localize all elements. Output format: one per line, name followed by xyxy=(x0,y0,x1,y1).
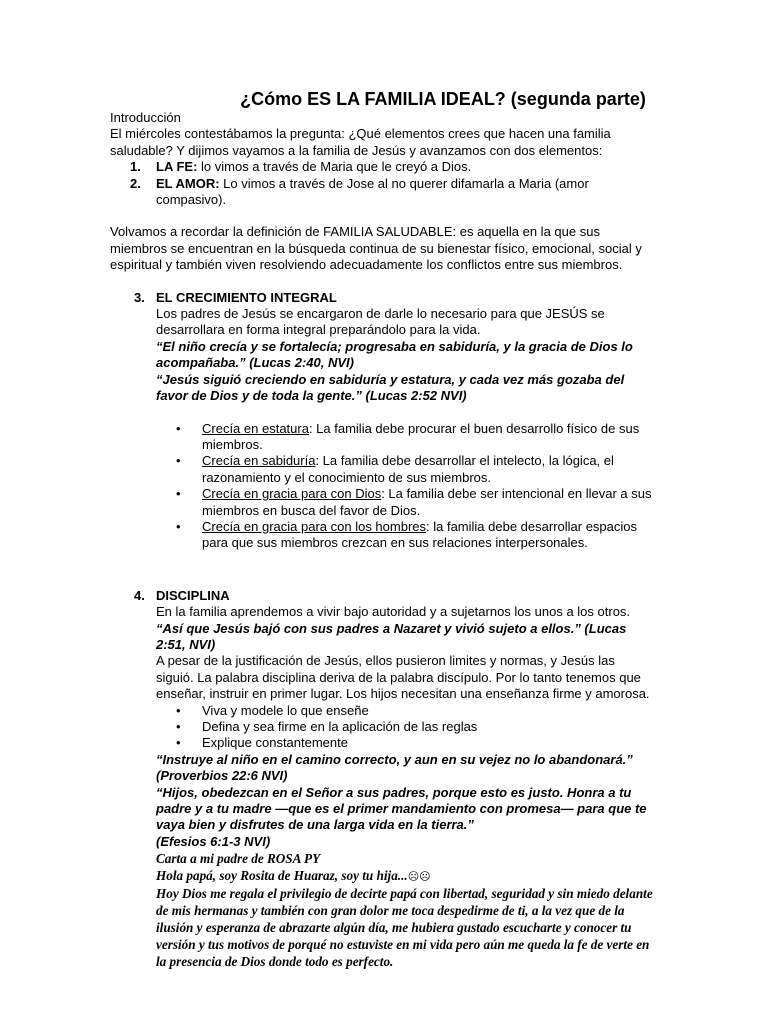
section-number: 4. xyxy=(134,587,145,603)
bible-quote: “Hijos, obedezcan en el Señor a sus padres, porque esto es justo. Honra a tu padre y a tu madre —que es el primer mandamiento con promesa— para que te vaya bien y disfrutes de una larga vida en la tierra.” xyxy=(156,784,647,833)
section-text: A pesar de la justificación de Jesús, ellos pusieron limites y normas, y Jesús las siguió. La palabra disciplina deriva de la palabra discípulo. Por lo tanto tenemos que enseñar, instruir en primer lugar. Los hijos necesitan una enseñanza firme y amorosa. xyxy=(156,653,650,702)
bullet-icon: • xyxy=(176,486,181,502)
bullet-icon: • xyxy=(176,420,181,436)
list-item-label: EL AMOR: xyxy=(156,175,220,191)
bullet-item xyxy=(156,719,655,735)
bullet-text: : La familia debe procurar el buen desarrollo físico de sus miembros. xyxy=(202,420,640,452)
bullet-text: Viva y modele lo que enseñe xyxy=(202,702,369,718)
letter-body: Hoy Dios me regala el privilegio de decirte papá con libertad, seguridad y sin miedo delante de mis hermanas y también con gran dolor me toca despedirme de ti, a la vez que de la ilusión y esperanza de abrazarte algún día, me hubiera gustado escucharte y conocer tu versión y tus motivos de porqué no estuviste en mi vida pero aún me queda la fe de verte en la presencia de Dios donde todo es perfecto. xyxy=(156,886,653,970)
bible-quote-reference: (Proverbios 22:6 NVI) xyxy=(156,768,288,784)
bullet-icon: • xyxy=(176,518,181,534)
bullet-label: Crecía en gracia para con Dios xyxy=(202,486,382,502)
bullet-item xyxy=(156,703,655,719)
bullet-icon: • xyxy=(176,702,181,718)
bullet-text: : La familia debe desarrollar el intelecto, la lógica, el razonamiento y el conocimiento de sus miembros. xyxy=(202,453,614,485)
intro-list-item xyxy=(110,176,655,209)
bullet-label: Crecía en estatura xyxy=(202,420,309,436)
bullet-item xyxy=(156,735,655,751)
definition-paragraph: Volvamos a recordar la definición de FAMILIA SALUDABLE: es aquella en la que sus miembros se encuentran en la búsqueda continua de su bienestar físico, emocional, social y espiritual y también viven resolviendo adecuadamente los conflictos entre sus miembros. xyxy=(110,224,642,273)
document-body xyxy=(110,110,655,970)
section-heading: DISCIPLINA xyxy=(156,587,230,603)
bible-quote: “El niño crecía y se fortalecía; progresaba en sabiduría, y la gracia de Dios lo acompañaba.” (Lucas 2:40, NVI) xyxy=(156,338,633,371)
list-item-text: lo vimos a través de Maria que le creyó a Dios. xyxy=(197,159,472,175)
section-text: En la familia aprendemos a vivir bajo autoridad y a sujetarnos los unos a los otros. xyxy=(156,604,631,620)
intro-heading: Introducción xyxy=(110,110,181,125)
bullet-item xyxy=(156,519,655,552)
bullet-text: Defina y sea firme en la aplicación de las reglas xyxy=(202,719,478,734)
bible-quote-reference: (Efesios 6:1-3 NVI) xyxy=(156,833,271,849)
bullet-label: Crecía en gracia para con los hombres xyxy=(202,518,427,534)
letter-greeting-text: Hola papá, soy Rosita de Huaraz, soy tu hija... xyxy=(156,868,408,884)
bible-quote: “Jesús siguió creciendo en sabiduría y estatura, y cada vez más gozaba del favor de Dios y de toda la gente.” (Lucas 2:52 NVI) xyxy=(156,371,625,404)
intro-list-item xyxy=(110,159,655,175)
bullet-label: Crecía en sabiduría xyxy=(202,453,316,469)
bullet-icon: • xyxy=(176,719,181,734)
bullet-text: : La familia debe ser intencional en llevar a sus miembros en busca del favor de Dios. xyxy=(202,486,652,518)
bullet-text: : la familia debe desarrollar espacios para que sus miembros crezcan en sus relaciones interpersonales. xyxy=(202,518,638,551)
bullet-icon: • xyxy=(176,735,181,751)
section-crecimiento-integral xyxy=(110,290,655,405)
letter-greeting xyxy=(156,867,655,885)
bullet-item xyxy=(156,486,655,519)
intro-text: El miércoles contestábamos la pregunta: ¿Qué elementos crees que hacen una familia saludable? Y dijimos vayamos a la familia de Jesús y avanzamos con dos elementos: xyxy=(110,126,611,158)
section-text: Los padres de Jesús se encargaron de darle lo necesario para que JESÚS se desarrollara en forma integral preparándolo para la vida. xyxy=(156,306,605,338)
crecimiento-bullet-list xyxy=(110,421,655,552)
list-item-label: LA FE: xyxy=(156,159,198,175)
bullet-item xyxy=(156,421,655,454)
section-heading: EL CRECIMIENTO INTEGRAL xyxy=(156,289,337,305)
bullet-item xyxy=(156,453,655,486)
bible-quote: “Así que Jesús bajó con sus padres a Nazaret y vivió sujeto a ellos.” (Lucas 2:51, NVI) xyxy=(156,620,627,652)
section-number: 3. xyxy=(134,289,145,305)
letter-title: Carta a mi padre de ROSA PY xyxy=(156,851,321,867)
section-disciplina xyxy=(110,588,655,971)
sad-face-icon: ☹☹ xyxy=(407,870,431,884)
page-title: ¿Cómo ES LA FAMILIA IDEAL? (segunda parte) xyxy=(240,89,646,109)
disciplina-bullet-list xyxy=(156,703,655,752)
list-number: 1. xyxy=(130,159,141,175)
bible-quote: “Instruye al niño en el camino correcto, y aun en su vejez no lo abandonará.” xyxy=(156,751,633,767)
bullet-icon: • xyxy=(176,453,181,469)
list-item-text: Lo vimos a través de Jose al no querer difamarla a Maria (amor compasivo). xyxy=(156,175,589,208)
bullet-text: Explique constantemente xyxy=(202,735,348,751)
list-number: 2. xyxy=(130,175,141,191)
